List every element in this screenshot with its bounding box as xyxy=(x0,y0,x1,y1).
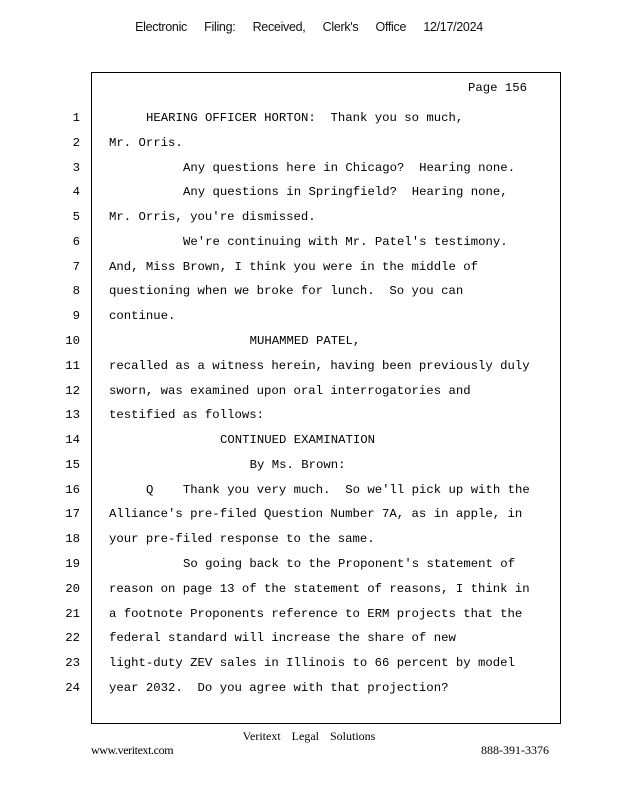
transcript-line: Q Thank you very much. So we'll pick up with the xyxy=(146,482,530,497)
footer-company: Veritext Legal Solutions xyxy=(242,729,376,743)
line-number: 24 xyxy=(65,680,80,695)
line-number: 2 xyxy=(72,135,80,150)
line-number: 1 xyxy=(72,111,80,125)
transcript-line: sworn, was examined upon oral interrogatories and xyxy=(109,383,471,398)
line-number: 22 xyxy=(65,631,80,646)
page-number: Page 156 xyxy=(468,81,528,95)
line-number: 4 xyxy=(72,185,80,200)
transcript-line: federal standard will increase the share of new xyxy=(109,631,456,646)
transcript-line: year 2032. Do you agree with that projection? xyxy=(109,680,449,695)
filing-stamp-header: Electronic Filing: Received, Clerk's Office 12/17/2024 xyxy=(135,20,483,34)
transcript-line: Mr. Orris. xyxy=(109,135,183,150)
line-number: 3 xyxy=(72,160,80,175)
line-number: 18 xyxy=(65,532,80,547)
line-number: 20 xyxy=(65,581,80,596)
line-number: 9 xyxy=(72,309,80,324)
line-number: 11 xyxy=(65,358,80,373)
footer-website: www.veritext.com xyxy=(91,743,174,757)
line-number: 12 xyxy=(65,383,80,398)
line-number: 17 xyxy=(65,507,80,522)
transcript-line: reason on page 13 of the statement of reasons, I think in xyxy=(109,581,530,596)
transcript-line: continue. xyxy=(109,309,176,324)
line-number: 23 xyxy=(65,656,80,671)
line-number: 10 xyxy=(65,334,80,349)
transcript-line: We're continuing with Mr. Patel's testimony. xyxy=(183,234,508,249)
transcript-line: your pre-filed response to the same. xyxy=(109,532,375,547)
footer-phone: 888-391-3376 xyxy=(481,743,549,757)
transcript-line: Mr. Orris, you're dismissed. xyxy=(109,210,316,225)
line-number: 13 xyxy=(65,408,80,423)
line-number: 15 xyxy=(65,457,80,472)
line-number: 8 xyxy=(72,284,80,299)
transcript-line: So going back to the Proponent's statement of xyxy=(183,557,516,572)
transcript-line: questioning when we broke for lunch. So you can xyxy=(109,284,464,299)
transcript-line: By Ms. Brown: xyxy=(249,457,346,472)
line-number: 5 xyxy=(72,210,80,225)
line-number: 14 xyxy=(65,433,80,448)
line-number: 7 xyxy=(72,259,80,274)
transcript-line: And, Miss Brown, I think you were in the middle of xyxy=(109,259,478,274)
line-number: 16 xyxy=(65,482,80,497)
transcript-line: recalled as a witness herein, having been previously duly xyxy=(109,358,530,373)
transcript-line: Any questions in Springfield? Hearing none, xyxy=(183,185,508,200)
line-number: 19 xyxy=(65,557,80,572)
transcript-line: a footnote Proponents reference to ERM projects that the xyxy=(109,606,523,621)
transcript-line: Any questions here in Chicago? Hearing none. xyxy=(183,160,516,175)
transcript-line: HEARING OFFICER HORTON: Thank you so much, xyxy=(146,111,464,125)
transcript-line: light-duty ZEV sales in Illinois to 66 percent by model xyxy=(109,656,515,671)
transcript-line: MUHAMMED PATEL, xyxy=(249,334,361,349)
transcript-line: Alliance's pre-filed Question Number 7A, as in apple, in xyxy=(109,507,523,522)
transcript-line: CONTINUED EXAMINATION xyxy=(220,433,375,448)
line-number: 6 xyxy=(72,234,80,249)
transcript-line: testified as follows: xyxy=(109,408,264,423)
line-number: 21 xyxy=(65,606,80,621)
